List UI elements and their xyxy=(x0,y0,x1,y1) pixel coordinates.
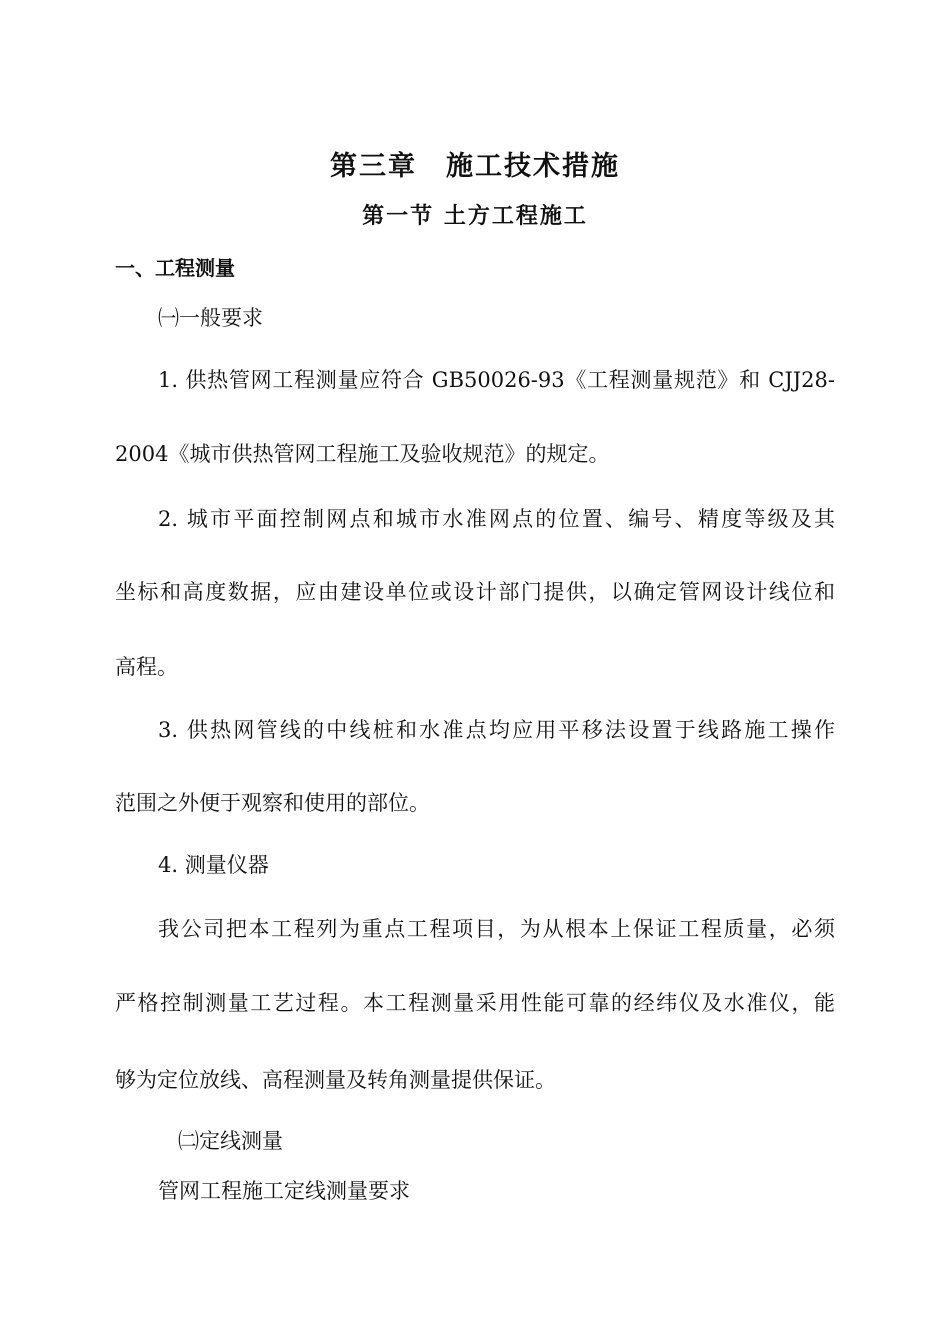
chapter-title: 第三章 施工技术措施 xyxy=(330,151,620,182)
paragraph-5-line-3: 够为定位放线、高程测量及转角测量提供保证。 xyxy=(115,1068,556,1092)
paragraph-3-line-1: 3. 供热网管线的中线桩和水准点均应用平移法设置于线路施工操作 xyxy=(158,718,835,742)
subheading-general-requirements: ㈠一般要求 xyxy=(158,306,263,330)
paragraph-5-line-1: 我公司把本工程列为重点工程项目，为从根本上保证工程质量，必须 xyxy=(158,917,835,941)
paragraph-2-line-2: 坐标和高度数据，应由建设单位或设计部门提供，以确定管网设计线位和 xyxy=(115,580,835,604)
paragraph-2-line-3: 高程。 xyxy=(115,655,178,679)
paragraph-1-line-2: 2004《城市供热管网工程施工及验收规范》的规定。 xyxy=(115,442,610,466)
paragraph-3-line-2: 范围之外便于观察和使用的部位。 xyxy=(115,791,430,815)
heading-engineering-survey: 一、工程测量 xyxy=(115,256,235,280)
paragraph-4-measuring-instruments: 4. 测量仪器 xyxy=(158,853,269,877)
section-title: 第一节 土方工程施工 xyxy=(362,203,588,229)
paragraph-6-alignment-requirements: 管网工程施工定线测量要求 xyxy=(158,1179,410,1203)
paragraph-5-line-2: 严格控制测量工艺过程。本工程测量采用性能可靠的经纬仪及水准仪，能 xyxy=(115,991,835,1015)
paragraph-2-line-1: 2. 城市平面控制网点和城市水准网点的位置、编号、精度等级及其 xyxy=(158,507,835,531)
subheading-alignment-survey: ㈡定线测量 xyxy=(178,1129,283,1153)
paragraph-1-line-1: 1. 供热管网工程测量应符合 GB50026-93《工程测量规范》和 CJJ28- xyxy=(158,368,835,392)
